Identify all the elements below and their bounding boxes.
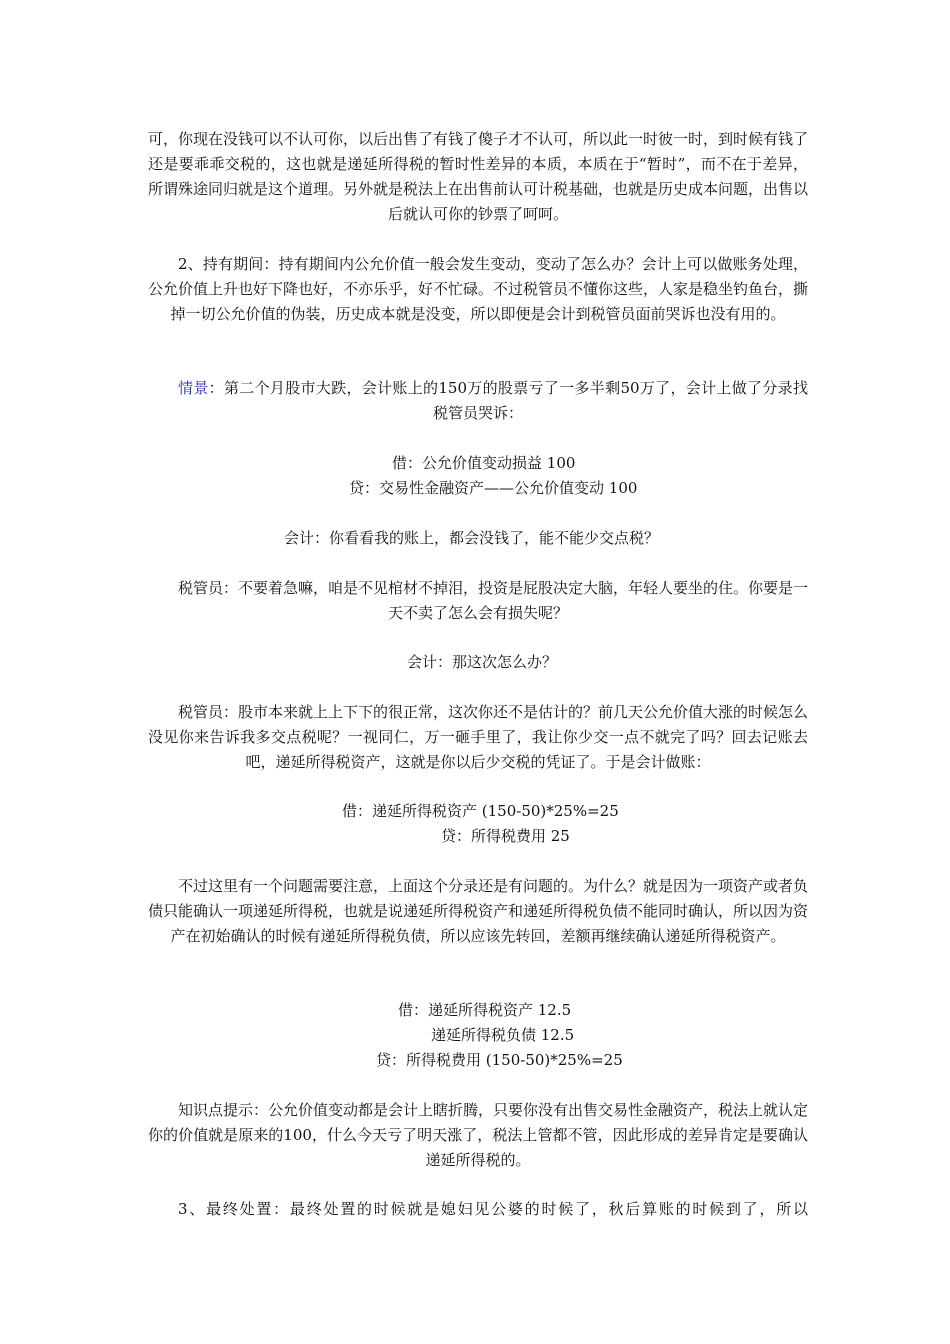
- entry3-credit: 贷：所得税费用 (150-50)*25%=25: [376, 1051, 623, 1069]
- paragraph-note: 不过这里有一个问题需要注意，上面这个分录还是有问题的。为什么？就是因为一项资产或者负债只能确认一项递延所得税，也就是说递延所得税资产和递延所得税负债不能同时确认，所以因为资产在初始确认的时候有递延所得税负债，所以应该先转回，差额再继续确认递延所得税资产。: [148, 877, 809, 945]
- entry1-credit: 贷：交易性金融资产——公允价值变动 100: [349, 479, 638, 497]
- dialogue-taxofficer-1: 税管员：不要着急嘛，咱是不见棺材不掉泪，投资是屁股决定大脑，年轻人要坐的住。你要是一天不卖了怎么会有损失呢？: [178, 579, 809, 622]
- entry3-debit: 借：递延所得税资产 12.5: [398, 1001, 572, 1019]
- paragraph-final-disposal: 3、最终处置：最终处置的时候就是媳妇见公婆的时候了，秋后算账的时候到了，所以: [178, 1200, 808, 1218]
- entry1-debit: 借：公允价值变动损益 100: [392, 454, 576, 472]
- dialogue-taxofficer-2: 税管员：股市本来就上上下下的很正常，这次你还不是估计的？前几天公允价值大涨的时候怎么没见你来告诉我多交点税呢？一视同仁，万一砸手里了，我让你少交一点不就完了吗？回去记账去吧，递延所得税资产，这就是你以后少交税的凭证了。于是会计做账：: [148, 703, 809, 771]
- entry2-debit: 借：递延所得税资产 (150-50)*25%=25: [342, 802, 619, 820]
- scenario-label: 情景: [178, 379, 209, 397]
- entry2-credit: 贷：所得税费用 25: [441, 827, 570, 845]
- dialogue-accountant-2: 会计：那这次怎么办？: [407, 653, 558, 671]
- scenario-text: ：第二个月股市大跌，会计账上的150万的股票亏了一多半剩50万了，会计上做了分录找税管员哭诉：: [208, 379, 808, 422]
- paragraph-1: 可，你现在没钱可以不认可你，以后出售了有钱了傻子才不认可，所以此一时彼一时，到时候有钱了还是要乖乖交税的，这也就是递延所得税的暂时性差异的本质，本质在于“暂时”，而不在于差异，所谓殊途同归就是这个道理。另外就是税法上在出售前认可计税基础，也就是历史成本问题，出售以后就认可你的钞票了呵呵。: [148, 130, 809, 223]
- paragraph-holding-period: 2、持有期间：持有期间内公允价值一般会发生变动，变动了怎么办？会计上可以做账务处理，公允价值上升也好下降也好，不亦乐乎，好不忙碌。不过税管员不懂你这些，人家是稳坐钓鱼台，撕掉一切公允价值的伪装，历史成本就是没变，所以即便是会计到税管员面前哭诉也没有用的。: [148, 255, 809, 323]
- paragraph-knowledge-tip: 知识点提示：公允价值变动都是会计上瞎折腾，只要你没有出售交易性金融资产，税法上就认定你的价值就是原来的100，什么今天亏了明天涨了，税法上管都不管，因此形成的差异肯定是要确认递延所得税的。: [148, 1101, 809, 1169]
- dialogue-accountant-1: 会计：你看看我的账上，都会没钱了，能不能少交点税？: [284, 529, 660, 547]
- entry3-debit-2: 递延所得税负债 12.5: [431, 1026, 575, 1044]
- paragraph-scenario: [148, 376, 808, 426]
